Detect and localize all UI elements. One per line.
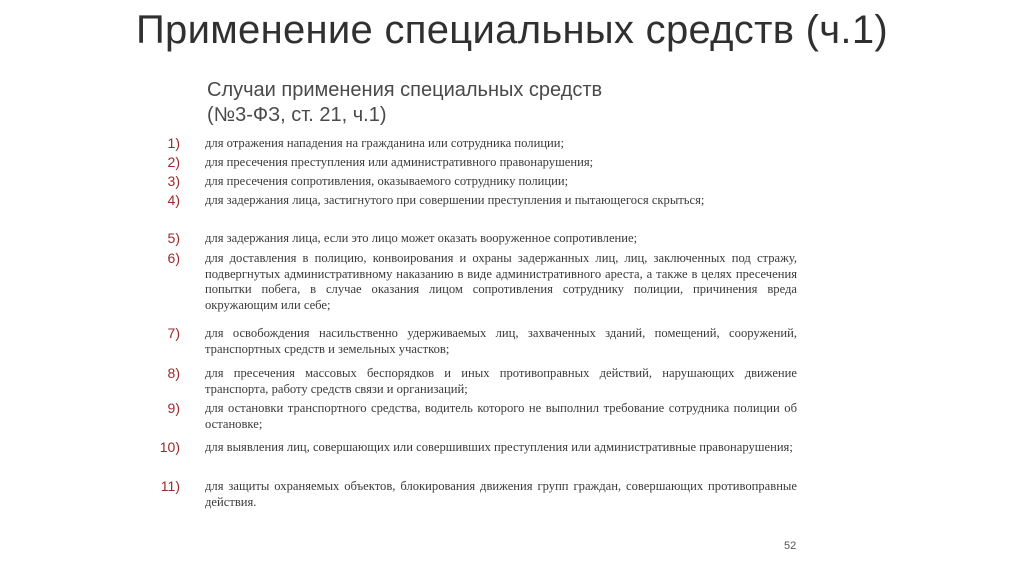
slide-title: Применение специальных средств (ч.1) (135, 8, 889, 52)
list-item (150, 136, 797, 152)
list-item (150, 155, 797, 171)
list-item (150, 231, 797, 247)
list-item-text: для выявления лиц, совершающих или совершивших преступления или административные правонарушения; (205, 440, 793, 454)
list-item-number: 4) (167, 192, 180, 208)
list-item-number: 11) (160, 478, 180, 494)
list-item-number: 10) (159, 439, 180, 455)
list-item-text: для задержания лица, если это лицо может оказать вооруженное сопротивление; (205, 231, 638, 245)
list-item-text: для задержания лица, застигнутого при совершении преступления и пытающегося скрыться; (205, 193, 705, 207)
list-item-text: для защиты охраняемых объектов, блокирования движения групп граждан, совершающих противоправные действия. (205, 479, 797, 509)
list-item-text: для доставления в полицию, конвоирования и охраны задержанных лиц, лиц, заключенных под стражу, подвергнутых административному наказанию в виде административного ареста, а также в целях пресечения попытки побега, в случае оказания лицом сопротивления сотруднику полиции, причинения вреда окружающим или себе; (205, 251, 797, 312)
list-item-text: для пресечения преступления или административного правонарушения; (205, 155, 594, 169)
list-item (150, 193, 797, 209)
list-item-number: 8) (167, 365, 180, 381)
heading-line-1: Случаи применения специальных средств (207, 79, 603, 101)
list-item (150, 326, 797, 357)
list-item-number: 3) (167, 173, 180, 189)
list-item (150, 479, 797, 510)
document-heading (207, 78, 602, 128)
list-item-number: 2) (167, 154, 180, 170)
list-item-text: для пресечения сопротивления, оказываемого сотруднику полиции; (205, 174, 569, 188)
heading-line-2: (№3-ФЗ, ст. 21, ч.1) (207, 104, 387, 126)
document-image (150, 70, 810, 560)
list-item (150, 251, 797, 313)
list-item-number: 6) (167, 250, 180, 266)
list-item-text: для отражения нападения на гражданина или сотрудника полиции; (205, 136, 565, 150)
list-item-number: 7) (167, 325, 180, 341)
list-item (150, 366, 797, 397)
list-item-text: для остановки транспортного средства, водитель которого не выполнил требование сотрудника полиции об остановке; (205, 401, 797, 431)
list-item (150, 401, 797, 432)
list-item-text: для освобождения насильственно удерживаемых лиц, захваченных зданий, помещений, сооружений, транспортных средств и земельных участков; (205, 326, 797, 356)
list-item (150, 440, 797, 456)
list-item-number: 1) (167, 135, 180, 151)
list-item (150, 174, 797, 190)
page-number: 52 (784, 540, 797, 552)
list-item-number: 9) (167, 400, 180, 416)
list-item-number: 5) (167, 230, 180, 246)
list-item-text: для пресечения массовых беспорядков и иных противоправных действий, нарушающих движение транспорта, работу средств связи и организаций; (205, 366, 797, 396)
